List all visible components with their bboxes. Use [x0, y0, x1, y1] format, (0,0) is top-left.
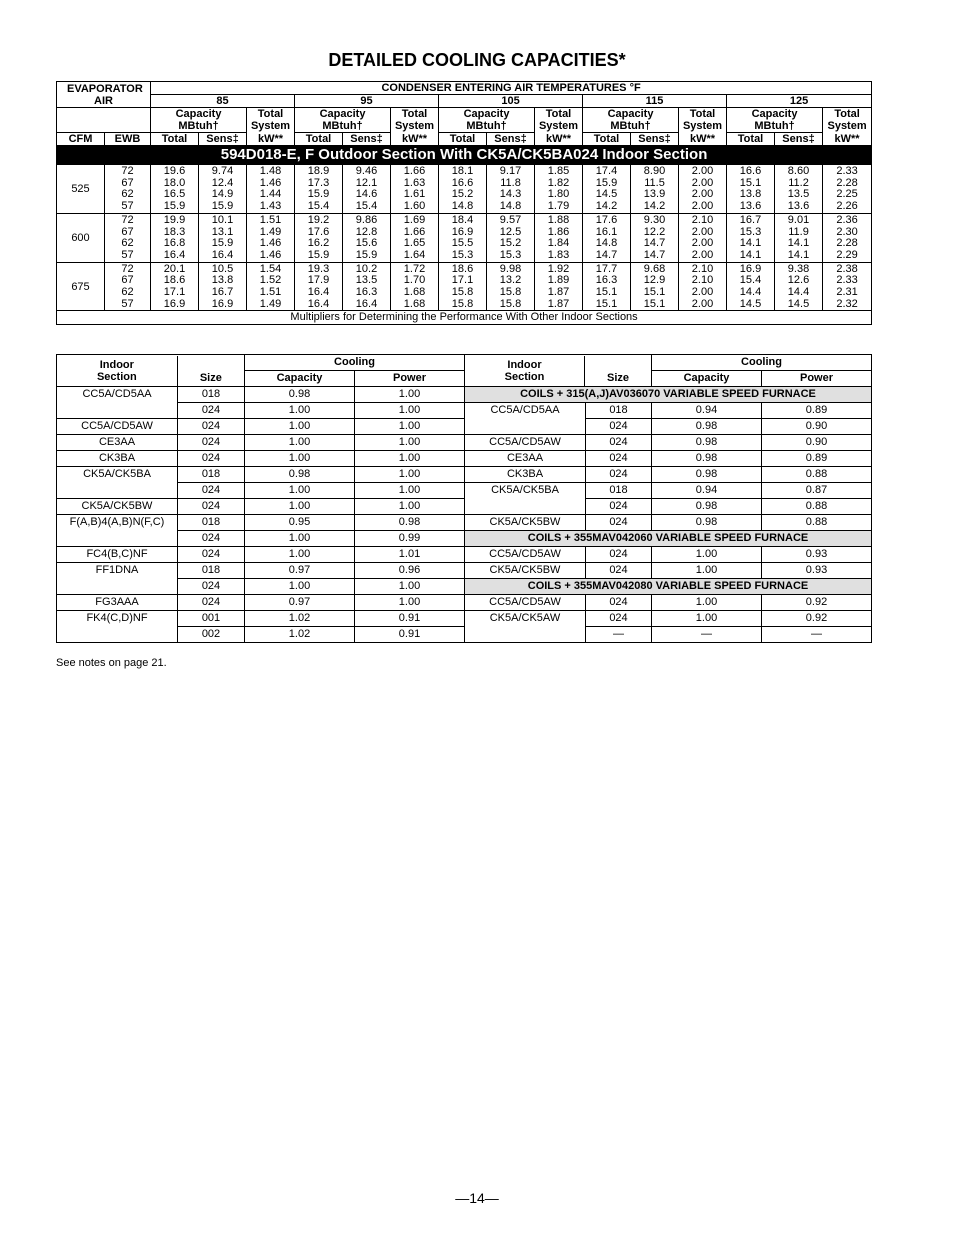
cooling-capacities-table	[56, 81, 872, 325]
capacity-row	[57, 213, 872, 262]
value-cell: 9.46 12.1 14.6 15.4	[343, 165, 391, 214]
left-capacity-header: Capacity	[245, 371, 355, 387]
capacity-cell: 1.00	[245, 451, 355, 467]
power-cell: 1.00	[355, 387, 465, 403]
multiplier-row	[57, 515, 872, 531]
header-group-inner	[57, 356, 244, 386]
value-cell: 1.69 1.66 1.65 1.64	[391, 213, 439, 262]
indoor-section-cell: F(A,B)4(A,B)N(F,C)	[57, 515, 178, 531]
size-cell: 018	[586, 403, 652, 419]
capacity-cell: 0.98	[652, 451, 762, 467]
size-cell: 002	[178, 627, 245, 643]
multiplier-row	[57, 611, 872, 627]
size-cell: 024	[178, 547, 245, 563]
indoor-section-cell: FG3AAA	[57, 595, 178, 611]
indoor-section-cell	[465, 419, 586, 435]
power-cell: 0.87	[762, 483, 872, 499]
temp-header-115: 115	[583, 95, 727, 108]
size-cell: 024	[178, 579, 245, 595]
total-header: Total	[727, 133, 775, 146]
sens-header: Sens‡	[343, 133, 391, 146]
indoor-section-cell: CC5A/CD5AA	[57, 387, 178, 403]
multiplier-row	[57, 531, 872, 547]
size-cell: 024	[586, 547, 652, 563]
left-header-group	[57, 355, 245, 387]
capacity-header: Capacity MBtuh†	[727, 108, 823, 133]
power-cell: 0.88	[762, 499, 872, 515]
capacity-cell: 1.00	[245, 419, 355, 435]
column-header-row	[57, 133, 872, 146]
capacity-cell: 1.00	[652, 547, 762, 563]
indoor-section-cell	[57, 531, 178, 547]
value-cell: 17.7 16.3 15.1 15.1	[583, 262, 631, 311]
multiplier-row	[57, 483, 872, 499]
power-cell: 0.96	[355, 563, 465, 579]
right-power-header: Power	[762, 371, 872, 387]
capacity-cell: 1.00	[245, 547, 355, 563]
size-header: Size	[177, 356, 244, 386]
total-header: Total	[295, 133, 343, 146]
indoor-section-cell: CK5A/CK5BW	[57, 499, 178, 515]
multiplier-row	[57, 403, 872, 419]
capacity-cell: 1.00	[245, 499, 355, 515]
indoor-section-cell: CK5A/CK5BA	[57, 467, 178, 483]
value-cell: 19.2 17.6 16.2 15.9	[295, 213, 343, 262]
size-cell: 018	[178, 387, 245, 403]
total-system-header: Total System	[535, 108, 583, 133]
ewb-cell: 72 67 62 57	[105, 262, 151, 311]
capacity-cell: 1.00	[245, 531, 355, 547]
value-cell: 2.10 2.00 2.00 2.00	[679, 213, 727, 262]
value-cell: 1.88 1.86 1.84 1.83	[535, 213, 583, 262]
value-cell: 2.00 2.00 2.00 2.00	[679, 165, 727, 214]
indoor-section-cell: CC5A/CD5AA	[465, 403, 586, 419]
value-cell: 9.17 11.8 14.3 14.8	[487, 165, 535, 214]
size-cell: 024	[178, 595, 245, 611]
indoor-section-cell: CE3AA	[465, 451, 586, 467]
power-cell: 1.00	[355, 579, 465, 595]
value-cell: 18.9 17.3 15.9 15.4	[295, 165, 343, 214]
size-cell: 018	[586, 483, 652, 499]
indoor-section-cell	[57, 483, 178, 499]
indoor-section-cell	[57, 579, 178, 595]
size-cell: 024	[586, 467, 652, 483]
value-cell: 19.9 18.3 16.8 16.4	[151, 213, 199, 262]
value-cell: 20.1 18.6 17.1 16.9	[151, 262, 199, 311]
value-cell: 16.6 15.1 13.8 13.6	[727, 165, 775, 214]
size-cell: 024	[586, 515, 652, 531]
capacity-cell: 0.98	[652, 467, 762, 483]
left-cooling-header: Cooling	[245, 355, 465, 371]
capacity-row	[57, 262, 872, 311]
capacity-cell: 1.00	[652, 595, 762, 611]
value-cell: 16.7 15.3 14.1 14.1	[727, 213, 775, 262]
power-cell: 1.00	[355, 595, 465, 611]
power-cell: 0.93	[762, 547, 872, 563]
power-cell: 1.00	[355, 483, 465, 499]
value-cell: 18.6 17.1 15.8 15.8	[439, 262, 487, 311]
sens-header: Sens‡	[631, 133, 679, 146]
capacity-cell: 1.00	[652, 563, 762, 579]
capacity-cell: 0.97	[245, 595, 355, 611]
value-cell: 2.10 2.10 2.00 2.00	[679, 262, 727, 311]
total-system-header: Total System	[391, 108, 439, 133]
power-cell: 0.99	[355, 531, 465, 547]
multiplier-row	[57, 563, 872, 579]
capacity-cell: 0.98	[245, 387, 355, 403]
multiplier-row	[57, 467, 872, 483]
size-cell: 024	[586, 499, 652, 515]
power-cell: 0.89	[762, 403, 872, 419]
total-system-header: Total System	[823, 108, 872, 133]
power-cell: 0.90	[762, 419, 872, 435]
value-cell: 1.66 1.63 1.61 1.60	[391, 165, 439, 214]
size-cell: 024	[178, 483, 245, 499]
multiplier-row	[57, 387, 872, 403]
kw-header: kW**	[535, 133, 583, 146]
capacity-cell: 0.98	[652, 499, 762, 515]
size-cell: 024	[178, 499, 245, 515]
value-cell: 9.57 12.5 15.2 15.3	[487, 213, 535, 262]
cfm-cell: 600	[57, 213, 105, 262]
indoor-section-cell	[57, 627, 178, 643]
temp-header-85: 85	[151, 95, 295, 108]
value-cell: 9.38 12.6 14.4 14.5	[775, 262, 823, 311]
power-cell: —	[762, 627, 872, 643]
capacity-cell: 1.02	[245, 627, 355, 643]
size-cell: —	[586, 627, 652, 643]
size-cell: 024	[178, 403, 245, 419]
kw-header: kW**	[823, 133, 872, 146]
kw-header: kW**	[391, 133, 439, 146]
capacity-header: Capacity MBtuh†	[583, 108, 679, 133]
power-cell: 0.91	[355, 611, 465, 627]
size-cell: 024	[586, 611, 652, 627]
value-cell: 10.1 13.1 15.9 16.4	[199, 213, 247, 262]
capacity-cell: 0.97	[245, 563, 355, 579]
value-cell: 1.85 1.82 1.80 1.79	[535, 165, 583, 214]
right-header-group	[465, 355, 652, 387]
capacity-cell: 0.98	[652, 515, 762, 531]
blank-subheader	[57, 108, 151, 133]
indoor-section-cell: CK5A/CK5AW	[465, 611, 586, 627]
capacity-header: Capacity MBtuh†	[151, 108, 247, 133]
coils-header: COILS + 315(A,J)AV036070 VARIABLE SPEED FURNACE	[465, 387, 872, 403]
capacity-cell: 0.94	[652, 403, 762, 419]
kw-header: kW**	[247, 133, 295, 146]
value-cell: 1.92 1.89 1.87 1.87	[535, 262, 583, 311]
multiplier-row	[57, 451, 872, 467]
power-cell: 1.00	[355, 451, 465, 467]
multiplier-row	[57, 627, 872, 643]
indoor-section-cell: CK5A/CK5BW	[465, 563, 586, 579]
page-title: DETAILED COOLING CAPACITIES*	[328, 50, 626, 70]
indoor-section-cell: CK3BA	[465, 467, 586, 483]
power-cell: 1.00	[355, 419, 465, 435]
capacity-row	[57, 165, 872, 214]
capacity-cell: 0.94	[652, 483, 762, 499]
size-cell: 001	[178, 611, 245, 627]
value-cell: 9.68 12.9 15.1 15.1	[631, 262, 679, 311]
capacity-cell: 0.98	[652, 419, 762, 435]
multiplier-row	[57, 579, 872, 595]
power-cell: 1.00	[355, 435, 465, 451]
indoor-section-cell	[465, 499, 586, 515]
temp-header-95: 95	[295, 95, 439, 108]
capacity-cell: —	[652, 627, 762, 643]
page-number: —14—	[455, 1190, 499, 1206]
left-power-header: Power	[355, 371, 465, 387]
value-cell: 9.86 12.8 15.6 15.9	[343, 213, 391, 262]
value-cell: 19.6 18.0 16.5 15.9	[151, 165, 199, 214]
total-system-header: Total System	[247, 108, 295, 133]
indoor-section-cell: CK5A/CK5BW	[465, 515, 586, 531]
value-cell: 1.72 1.70 1.68 1.68	[391, 262, 439, 311]
power-cell: 0.91	[355, 627, 465, 643]
indoor-section-cell: CC5A/CD5AW	[57, 419, 178, 435]
power-cell: 1.01	[355, 547, 465, 563]
power-cell: 1.00	[355, 499, 465, 515]
size-cell: 018	[178, 563, 245, 579]
condenser-temps-header: CONDENSER ENTERING AIR TEMPERATURES °F	[151, 82, 872, 95]
value-cell: 10.5 13.8 16.7 16.9	[199, 262, 247, 311]
indoor-section-header: Indoor Section	[96, 358, 137, 383]
indoor-section-cell: CK3BA	[57, 451, 178, 467]
value-cell: 2.33 2.28 2.25 2.26	[823, 165, 872, 214]
value-cell: 10.2 13.5 16.3 16.4	[343, 262, 391, 311]
coils-header: COILS + 355MAV042080 VARIABLE SPEED FURNACE	[465, 579, 872, 595]
temp-header-125: 125	[727, 95, 872, 108]
capacity-cell: 1.02	[245, 611, 355, 627]
value-cell: 9.01 11.9 14.1 14.1	[775, 213, 823, 262]
value-cell: 8.60 11.2 13.5 13.6	[775, 165, 823, 214]
ewb-header: EWB	[105, 133, 151, 146]
multiplier-row	[57, 595, 872, 611]
value-cell: 9.30 12.2 14.7 14.7	[631, 213, 679, 262]
capacity-cell: 1.00	[652, 611, 762, 627]
power-cell: 0.92	[762, 611, 872, 627]
value-cell: 1.54 1.52 1.51 1.49	[247, 262, 295, 311]
value-cell: 19.3 17.9 16.4 16.4	[295, 262, 343, 311]
size-cell: 024	[178, 435, 245, 451]
section-banner: 594D018-E, F Outdoor Section With CK5A/CK5BA024 Indoor Section	[57, 146, 872, 165]
size-cell: 024	[586, 419, 652, 435]
total-header: Total	[583, 133, 631, 146]
indoor-section-cell: FK4(C,D)NF	[57, 611, 178, 627]
indoor-section-cell	[57, 403, 178, 419]
indoor-section-cell	[465, 627, 586, 643]
indoor-section-cell: FF1DNA	[57, 563, 178, 579]
multipliers-title: Multipliers for Determining the Performance With Other Indoor Sections	[57, 311, 872, 325]
ewb-cell: 72 67 62 57	[105, 213, 151, 262]
kw-header: kW**	[679, 133, 727, 146]
indoor-section-header: Indoor Section	[504, 358, 545, 383]
sens-header: Sens‡	[199, 133, 247, 146]
power-cell: 1.00	[355, 403, 465, 419]
sens-header: Sens‡	[487, 133, 535, 146]
capacity-header: Capacity MBtuh†	[295, 108, 391, 133]
size-cell: 024	[586, 435, 652, 451]
value-cell: 18.4 16.9 15.5 15.3	[439, 213, 487, 262]
cfm-cell: 675	[57, 262, 105, 311]
value-cell: 2.38 2.33 2.31 2.32	[823, 262, 872, 311]
footnote: See notes on page 21.	[56, 657, 167, 669]
indoor-section-cell: CE3AA	[57, 435, 178, 451]
value-cell: 17.6 16.1 14.8 14.7	[583, 213, 631, 262]
header-group-inner	[465, 356, 651, 386]
value-cell: 9.98 13.2 15.8 15.8	[487, 262, 535, 311]
sub-header-row	[57, 108, 872, 133]
size-header: Size	[585, 356, 651, 386]
multiplier-row	[57, 499, 872, 515]
capacity-cell: 0.98	[652, 435, 762, 451]
size-cell: 024	[178, 451, 245, 467]
value-cell: 2.36 2.30 2.28 2.29	[823, 213, 872, 262]
size-cell: 024	[586, 595, 652, 611]
indoor-section-cell: CC5A/CD5AW	[465, 547, 586, 563]
value-cell: 9.74 12.4 14.9 15.9	[199, 165, 247, 214]
value-cell: 18.1 16.6 15.2 14.8	[439, 165, 487, 214]
temperature-row	[57, 95, 872, 108]
power-cell: 0.93	[762, 563, 872, 579]
multiplier-row	[57, 419, 872, 435]
power-cell: 0.98	[355, 515, 465, 531]
value-cell: 16.9 15.4 14.4 14.5	[727, 262, 775, 311]
indoor-section-cell: CC5A/CD5AW	[465, 435, 586, 451]
total-header: Total	[439, 133, 487, 146]
total-header: Total	[151, 133, 199, 146]
capacity-cell: 0.95	[245, 515, 355, 531]
size-cell: 024	[586, 451, 652, 467]
indoor-section-cell: CK5A/CK5BA	[465, 483, 586, 499]
total-system-header: Total System	[679, 108, 727, 133]
power-cell: 0.88	[762, 467, 872, 483]
cfm-cell: 525	[57, 165, 105, 214]
capacity-header: Capacity MBtuh†	[439, 108, 535, 133]
capacity-cell: 1.00	[245, 579, 355, 595]
ewb-cell: 72 67 62 57	[105, 165, 151, 214]
right-capacity-header: Capacity	[652, 371, 762, 387]
multiplier-row	[57, 435, 872, 451]
power-cell: 0.88	[762, 515, 872, 531]
capacity-cell: 0.98	[245, 467, 355, 483]
capacity-cell: 1.00	[245, 483, 355, 499]
value-cell: 17.4 15.9 14.5 14.2	[583, 165, 631, 214]
indoor-section-cell: CC5A/CD5AW	[465, 595, 586, 611]
value-cell: 1.51 1.49 1.46 1.46	[247, 213, 295, 262]
multipliers-table	[56, 354, 872, 643]
multiplier-row	[57, 547, 872, 563]
indoor-section-cell: FC4(B,C)NF	[57, 547, 178, 563]
right-cooling-header: Cooling	[652, 355, 872, 371]
size-cell: 024	[178, 419, 245, 435]
capacity-cell: 1.00	[245, 403, 355, 419]
temp-header-105: 105	[439, 95, 583, 108]
coils-header: COILS + 355MAV042060 VARIABLE SPEED FURNACE	[465, 531, 872, 547]
size-cell: 018	[178, 467, 245, 483]
power-cell: 0.89	[762, 451, 872, 467]
power-cell: 0.92	[762, 595, 872, 611]
power-cell: 1.00	[355, 467, 465, 483]
capacity-cell: 1.00	[245, 435, 355, 451]
power-cell: 0.90	[762, 435, 872, 451]
size-cell: 024	[586, 563, 652, 579]
value-cell: 8.90 11.5 13.9 14.2	[631, 165, 679, 214]
value-cell: 1.48 1.46 1.44 1.43	[247, 165, 295, 214]
size-cell: 024	[178, 531, 245, 547]
size-cell: 018	[178, 515, 245, 531]
cfm-header: CFM	[57, 133, 105, 146]
evaporator-air-header: EVAPORATOR AIR	[57, 82, 151, 108]
sens-header: Sens‡	[775, 133, 823, 146]
